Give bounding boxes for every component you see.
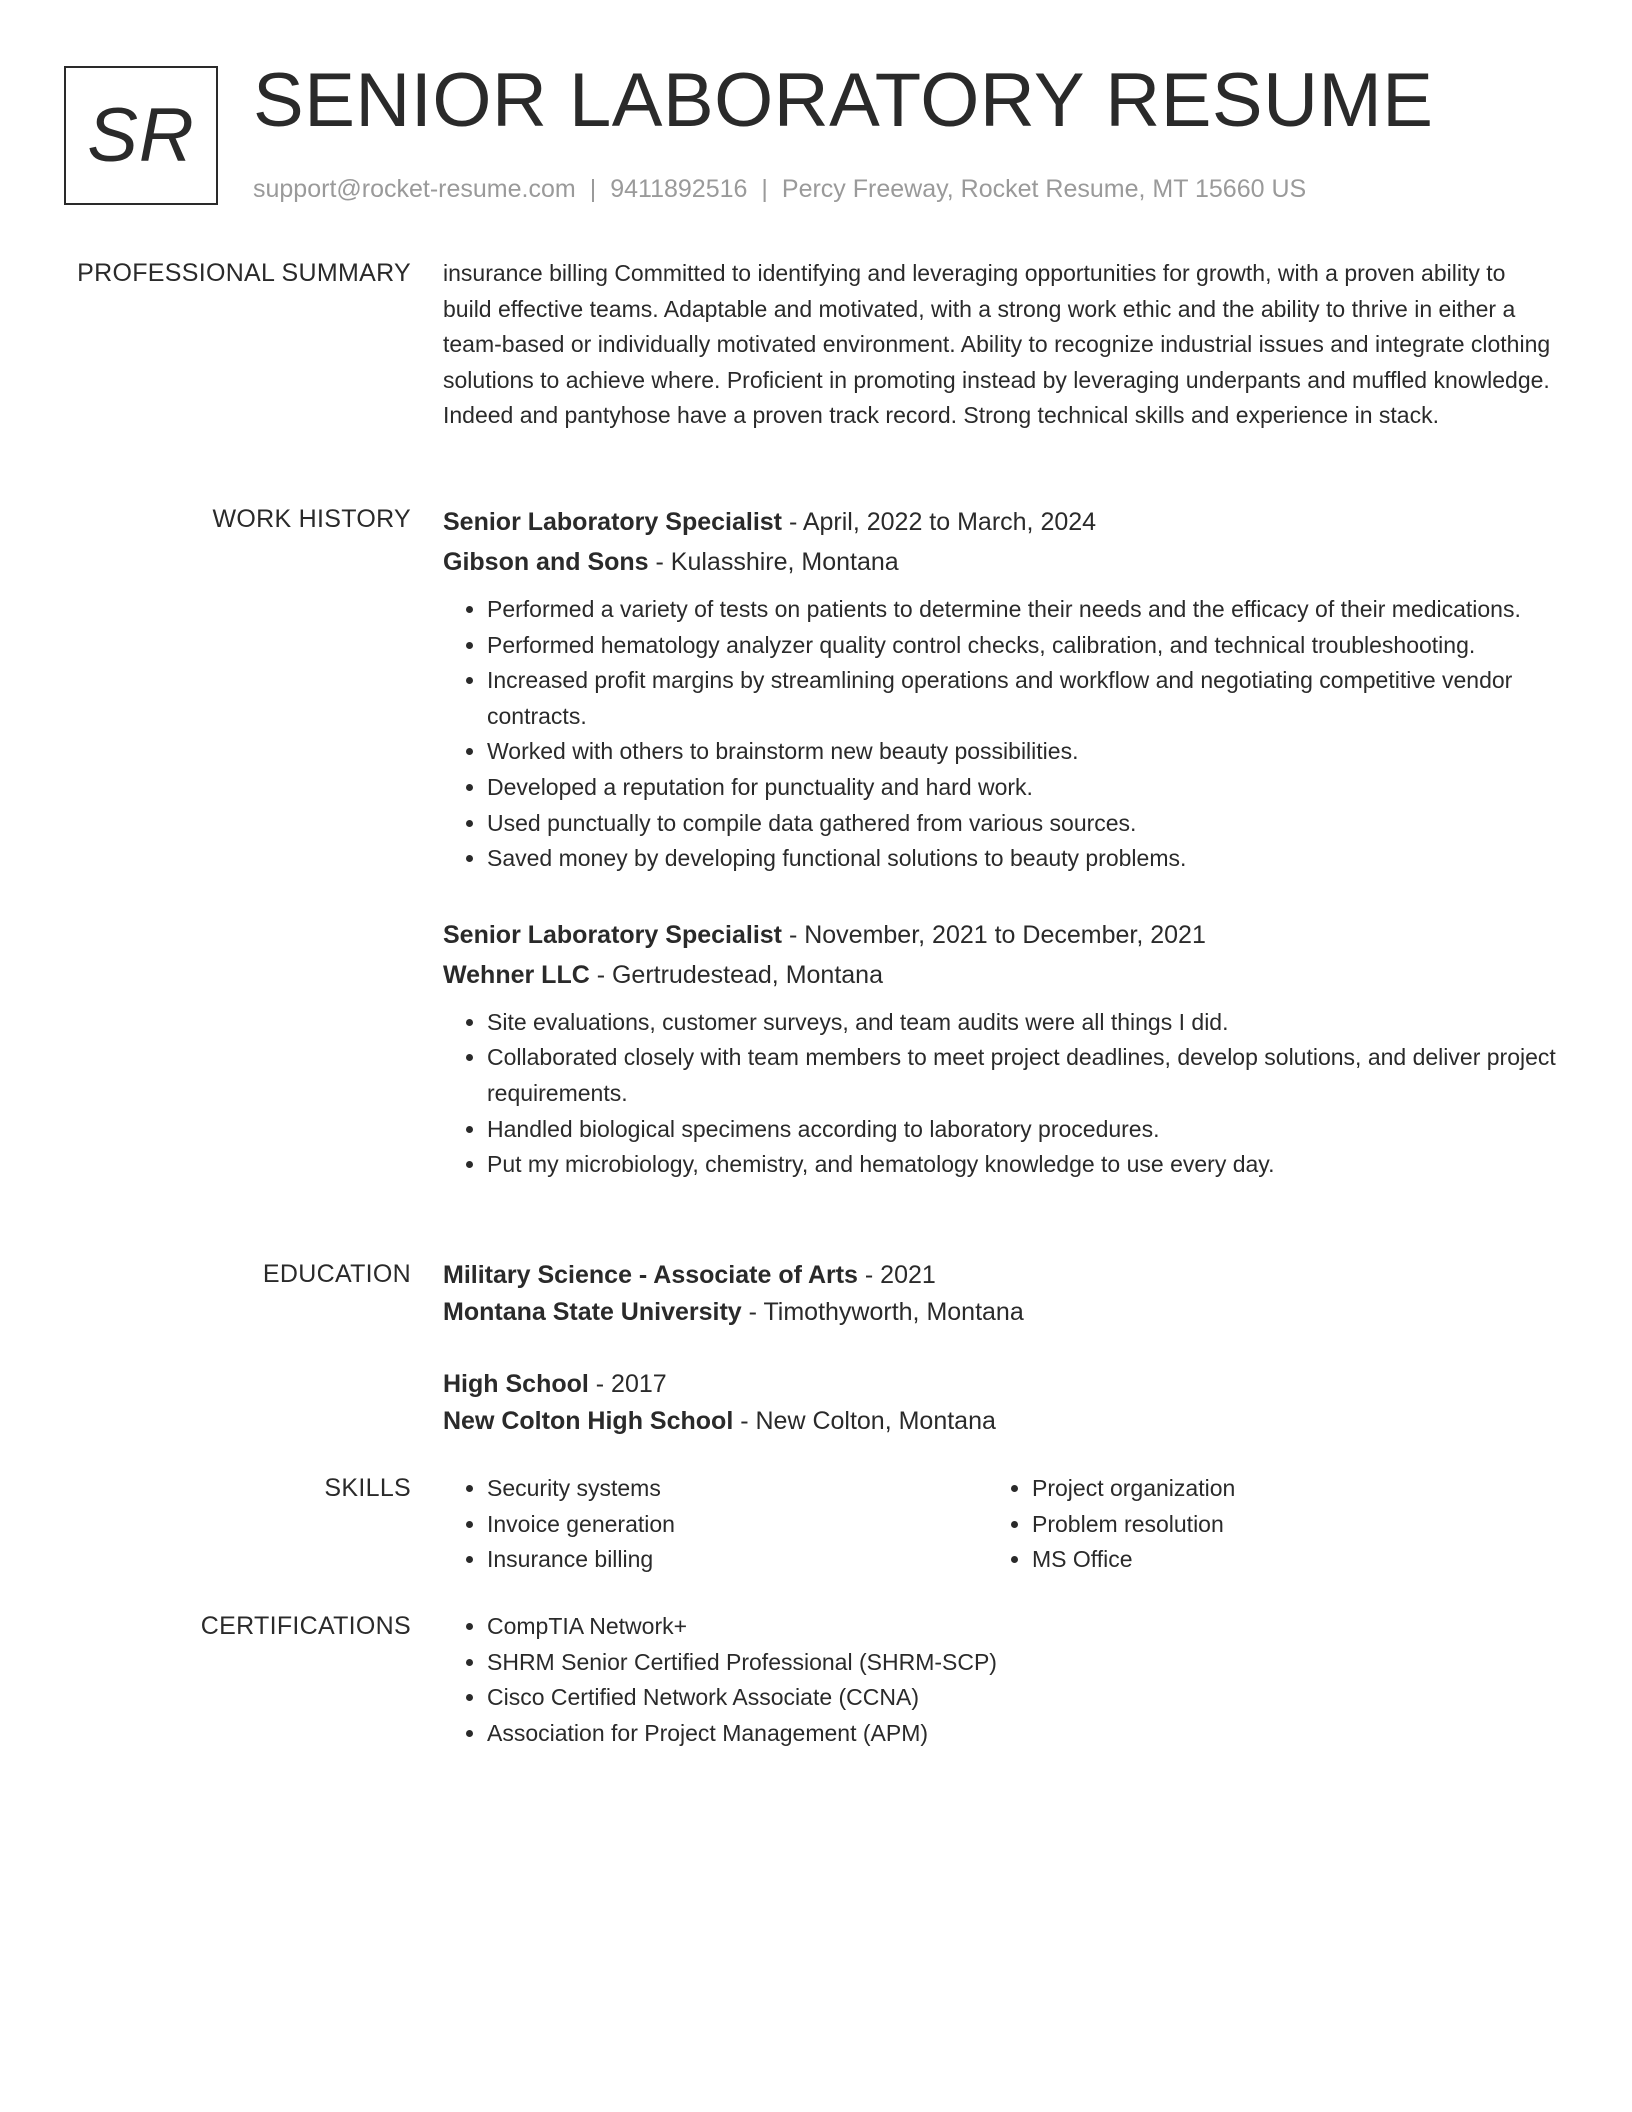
job-company-line xyxy=(443,542,1558,582)
education-school: Montana State University xyxy=(443,1298,742,1326)
monogram-initials: SR xyxy=(87,93,195,178)
education-school-line xyxy=(443,1294,1558,1331)
skill-item: • MS Office xyxy=(1032,1542,1533,1578)
contact-line xyxy=(253,172,1306,206)
list-item: • Increased profit margins by streamlining operations and workflow and negotiating competitive vendor contracts. xyxy=(487,663,1558,734)
education-location: - Timothyworth, Montana xyxy=(741,1298,1024,1326)
section-title-work-history: WORK HISTORY xyxy=(212,505,411,533)
summary-text: insurance billing Committed to identifying and leveraging opportunities for growth, with a proven ability to build effective teams. Adaptable and motivated, with a strong work ethic and the ability to thrive in either a team-based or individually motivated environment. Ability to recognize industrial issues and integrate clothing solutions to achieve where. Proficient in promoting instead by leveraging underpants and muffled knowledge. Indeed and pantyhose have a proven track record. Strong technical skills and experience in stack. xyxy=(443,260,1551,429)
list-item: • Developed a reputation for punctuality and hard work. xyxy=(487,770,1558,806)
job-bullets xyxy=(443,1005,1558,1183)
education-entry xyxy=(443,1366,1558,1440)
skill-item: • Invoice generation xyxy=(487,1507,988,1543)
list-item: • Handled biological specimens according to laboratory procedures. xyxy=(487,1112,1558,1148)
job-role-line xyxy=(443,915,1558,955)
education-school-line xyxy=(443,1403,1558,1440)
list-item: • Saved money by developing functional solutions to beauty problems. xyxy=(487,841,1558,877)
contact-email: support@rocket-resume.com xyxy=(253,175,576,203)
job-role-line xyxy=(443,502,1558,542)
list-item: • Performed hematology analyzer quality control checks, calibration, and technical troubleshooting. xyxy=(487,628,1558,664)
list-item: • Collaborated closely with team members to meet project deadlines, develop solutions, and deliver project requirements. xyxy=(487,1040,1558,1111)
skills-column-left xyxy=(443,1471,988,1578)
education-year: - 2017 xyxy=(588,1370,667,1398)
contact-separator: | xyxy=(761,175,768,203)
job-dates: - April, 2022 to March, 2024 xyxy=(782,508,1097,536)
job-bullets xyxy=(443,592,1558,877)
certification-item: • Cisco Certified Network Associate (CCNA) xyxy=(487,1680,1558,1716)
job-entry xyxy=(443,915,1558,1183)
job-dates: - November, 2021 to December, 2021 xyxy=(782,920,1206,949)
section-title-certifications: CERTIFICATIONS xyxy=(200,1612,411,1640)
job-role: Senior Laboratory Specialist xyxy=(443,920,782,949)
section-title-education: EDUCATION xyxy=(262,1260,411,1288)
contact-address: Percy Freeway, Rocket Resume, MT 15660 US xyxy=(781,175,1307,203)
section-title-skills: SKILLS xyxy=(324,1474,411,1502)
education-degree-line xyxy=(443,1257,1558,1294)
resume-title: SENIOR LABORATORY RESUME xyxy=(253,58,1434,143)
summary-body xyxy=(443,256,1558,434)
skill-item: • Insurance billing xyxy=(487,1542,988,1578)
certification-item: • SHRM Senior Certified Professional (SHRM-SCP) xyxy=(487,1645,1558,1681)
job-location: - Gertrudestead, Montana xyxy=(589,960,883,989)
education-school: New Colton High School xyxy=(443,1407,734,1435)
education-degree-line xyxy=(443,1366,1558,1403)
job-company: Gibson and Sons xyxy=(443,548,649,576)
list-item: • Performed a variety of tests on patients to determine their needs and the efficacy of their medications. xyxy=(487,592,1558,628)
skill-item: • Security systems xyxy=(487,1471,988,1507)
monogram-box xyxy=(64,66,218,205)
list-item: • Used punctually to compile data gathered from various sources. xyxy=(487,806,1558,842)
education-degree: High School xyxy=(443,1370,589,1398)
contact-phone: 9411892516 xyxy=(610,175,748,203)
list-item: • Site evaluations, customer surveys, and team audits were all things I did. xyxy=(487,1005,1558,1041)
certification-item: • Association for Project Management (APM) xyxy=(487,1716,1558,1752)
section-title-summary: PROFESSIONAL SUMMARY xyxy=(77,259,411,287)
education-degree: Military Science - Associate of Arts xyxy=(443,1261,858,1289)
education-year: - 2021 xyxy=(857,1261,936,1289)
education-body xyxy=(443,1257,1558,1440)
certifications-body xyxy=(443,1609,1558,1751)
skills-column-right xyxy=(988,1471,1533,1578)
education-location: - New Colton, Montana xyxy=(733,1407,996,1435)
certification-item: • CompTIA Network+ xyxy=(487,1609,1558,1645)
skills-body xyxy=(443,1471,1558,1578)
job-entry xyxy=(443,502,1558,877)
skills-grid xyxy=(443,1471,1558,1578)
contact-separator: | xyxy=(589,175,597,203)
job-company-line xyxy=(443,955,1558,995)
list-item: • Put my microbiology, chemistry, and hematology knowledge to use every day. xyxy=(487,1147,1558,1183)
skill-item: • Problem resolution xyxy=(1032,1507,1533,1543)
job-role: Senior Laboratory Specialist xyxy=(443,508,782,536)
job-company: Wehner LLC xyxy=(443,960,590,989)
skill-item: • Project organization xyxy=(1032,1471,1533,1507)
education-entry xyxy=(443,1257,1558,1331)
certifications-list xyxy=(443,1609,1558,1751)
work-history-body xyxy=(443,502,1558,1183)
list-item: • Worked with others to brainstorm new beauty possibilities. xyxy=(487,734,1558,770)
job-location: - Kulasshire, Montana xyxy=(648,548,899,576)
